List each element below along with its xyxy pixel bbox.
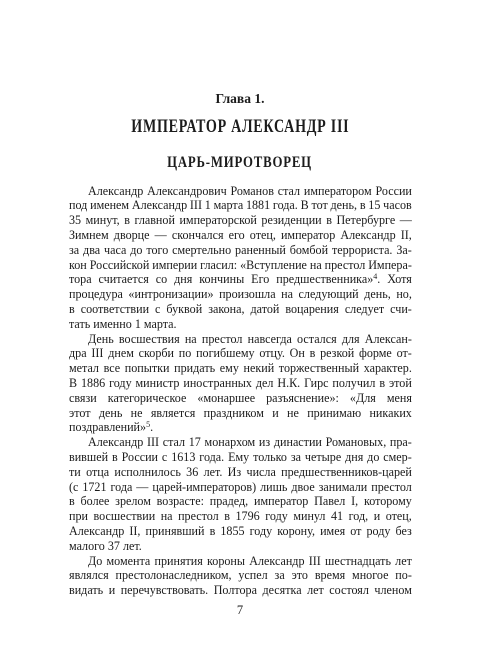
text-line — [69, 435, 412, 450]
line-text: ти отца исполнилось 36 лет. Из числа предшественников-царей — [69, 464, 412, 479]
text-line — [69, 406, 412, 421]
text-line — [69, 376, 412, 391]
line-text: кон Российской империи гласил: «Вступление на престол Импера- — [69, 257, 412, 272]
line-text: (с 1721 года — царей-императоров) лишь двое занимали престол — [69, 479, 412, 494]
line-text-segment: . Хотя — [377, 272, 412, 287]
text-line — [69, 465, 412, 480]
chapter-label: Глава 1. — [215, 91, 265, 106]
text-line — [69, 332, 412, 347]
text-line — [69, 346, 412, 361]
text-line — [69, 198, 412, 213]
line-text: Александр II, принявший в 1855 году корону, имея от роду без — [69, 523, 412, 538]
text-line — [69, 494, 412, 509]
line-text: под именем Александр III 1 марта 1881 года. В тот день, в 15 часов — [69, 198, 412, 213]
line-text-segment: . — [150, 420, 154, 435]
line-text: в более зрелом возрасте: прадед, император Павел I, которому — [69, 494, 412, 509]
chapter-title-text: ИМПЕРАТОР АЛЕКСАНДР III — [130, 116, 350, 137]
chapter-title — [0, 116, 480, 138]
line-text: процедура «интронизации» произошла на следующий день, но, — [69, 287, 412, 302]
paragraph — [69, 184, 412, 332]
line-text: тать именно 1 марта. — [69, 316, 177, 331]
line-text: малого 37 лет. — [69, 538, 142, 553]
text-line — [69, 391, 412, 406]
line-text: До момента принятия короны Александр III шестнадцать лет — [88, 553, 412, 568]
paragraph — [69, 435, 412, 553]
line-text: Александр Александрович Романов стал императором России — [88, 183, 412, 198]
line-text: Александр III стал 17 монархом из династии Романовых, пра- — [88, 435, 412, 450]
text-line — [69, 243, 412, 258]
paragraph — [69, 554, 412, 598]
paragraph — [69, 332, 412, 436]
line-text: Зимнем дворце — скончался его отец, император Александр II, — [69, 227, 412, 242]
text-line — [69, 539, 412, 554]
text-line — [69, 272, 412, 287]
line-text — [69, 272, 412, 287]
text-line — [69, 583, 412, 598]
footnote-ref: 4 — [373, 272, 378, 282]
text-line — [69, 317, 412, 332]
line-text — [69, 420, 153, 435]
line-text-segment: тора считается со дня кончины Его предшественника» — [69, 272, 374, 287]
text-line — [69, 480, 412, 495]
section-title-text: ЦАРЬ-МИРОТВОРЕЦ — [167, 154, 313, 171]
line-text: День восшествия на престол навсегда остался для Алексан- — [88, 331, 412, 346]
text-line — [69, 361, 412, 376]
body-text — [69, 184, 412, 598]
line-text: в соответствии с буквой закона, датой воцарения следует счи- — [69, 301, 412, 316]
text-line — [69, 568, 412, 583]
line-text: дра III днем скорби по погибшему отцу. Он в резкой форме от- — [69, 346, 412, 361]
text-line — [69, 302, 412, 317]
line-text: при восшествии на престол в 1796 году минул 41 год, и отец, — [69, 509, 412, 524]
line-text: В 1886 году министр иностранных дел Н.К. Гирс получил в этой — [69, 375, 412, 390]
text-line — [69, 258, 412, 273]
text-line — [69, 524, 412, 539]
text-line — [69, 228, 412, 243]
line-text: видать и перечувствовать. Полтора десятка лет состоял членом — [69, 583, 412, 598]
text-line — [69, 184, 412, 199]
line-text: являлся престолонаследником, успел за это время многое по- — [69, 568, 412, 583]
text-line — [69, 213, 412, 228]
line-text: 35 минут, в главной императорской резиденции в Петербурге — — [69, 213, 412, 228]
line-text: связи категорическое «монаршее разъяснение»: «Для меня — [69, 390, 412, 405]
text-line — [69, 420, 412, 435]
text-line — [69, 450, 412, 465]
line-text-segment: поздравлений» — [69, 420, 147, 435]
line-text: метал все попытки придать ему некий торжественный характер. — [69, 361, 412, 376]
line-text: вившей в России с 1613 года. Ему только за четыре дня до смер- — [69, 449, 412, 464]
text-line — [69, 509, 412, 524]
text-line — [69, 554, 412, 569]
footnote-ref: 5 — [146, 420, 151, 430]
page-number: 7 — [236, 603, 244, 617]
line-text: за два часа до того смертельно раненный бомбой террориста. За- — [69, 242, 412, 257]
section-title — [0, 153, 480, 173]
text-line — [69, 287, 412, 302]
line-text: этот день не является праздником и не принимаю никаких — [69, 405, 412, 420]
